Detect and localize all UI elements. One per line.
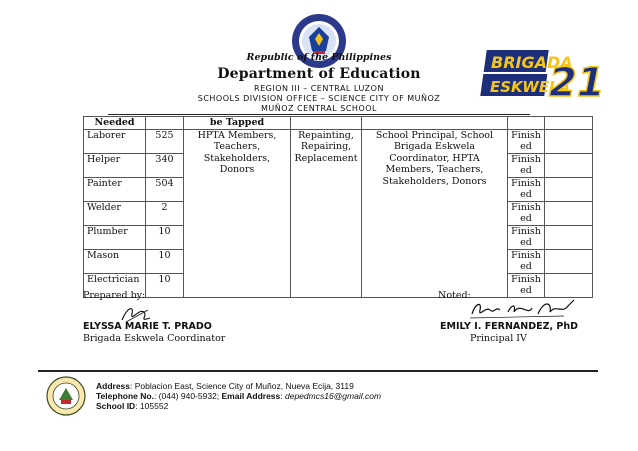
noted-by-name: EMILY I. FERNANDEZ, PhD — [440, 321, 579, 332]
header-cell — [545, 117, 593, 130]
prepared-by-title: Brigada Eskwela Coordinator — [83, 333, 226, 344]
status-cell: Finish ed — [508, 201, 545, 225]
table-header-row — [84, 117, 593, 130]
remarks-cell — [545, 153, 593, 177]
count-cell: 525 — [146, 129, 184, 153]
status-cell: Finish ed — [508, 153, 545, 177]
activities-cell: Repainting, Repairing, Replacement — [291, 129, 362, 297]
remarks-cell — [545, 129, 593, 153]
sources-cell: HPTA Members, Teachers, Stakeholders, Donors — [184, 129, 291, 297]
noted-by-title: Principal IV — [470, 333, 527, 344]
department-name: Department of Education — [217, 66, 421, 82]
footer-rule — [38, 370, 598, 372]
brigada-logo-top: BRIGADA — [491, 53, 573, 72]
status-cell: Finish ed — [508, 225, 545, 249]
role-cell: Electrician — [84, 273, 146, 297]
resource-table — [83, 116, 593, 298]
division-line: SCHOOLS DIVISION OFFICE – SCIENCE CITY OF MUÑOZ — [197, 94, 441, 103]
remarks-cell — [545, 225, 593, 249]
role-cell: Mason — [84, 249, 146, 273]
remarks-cell — [545, 249, 593, 273]
footer-address: Address: Poblacion East, Science City of Muñoz, Nueva Ecija, 3119 — [96, 381, 354, 391]
header-cell — [291, 117, 362, 130]
header-cell — [146, 117, 184, 130]
brigada-logo-year: 21 — [549, 60, 605, 106]
school-seal-logo — [46, 376, 86, 416]
remarks-cell — [545, 273, 593, 297]
status-cell: Finish ed — [508, 249, 545, 273]
header-rule — [108, 114, 530, 115]
header-cell: be Tapped — [184, 117, 291, 130]
noted-signature — [468, 296, 578, 322]
count-cell: 10 — [146, 249, 184, 273]
responsible-cell: School Principal, School Brigada Eskwela Coordinator, HPTA Members, Teachers, Stakeholders, Donors — [362, 129, 508, 297]
header-cell — [508, 117, 545, 130]
status-cell: Finish ed — [508, 177, 545, 201]
count-cell: 10 — [146, 273, 184, 297]
status-cell: Finish ed — [508, 273, 545, 297]
count-cell: 340 — [146, 153, 184, 177]
role-cell: Welder — [84, 201, 146, 225]
status-cell: Finish ed — [508, 129, 545, 153]
role-cell: Helper — [84, 153, 146, 177]
noted-label: Noted: — [438, 290, 471, 301]
prepared-by-name: ELYSSA MARIE T. PRADO — [83, 321, 212, 332]
brigada-logo-text — [480, 50, 604, 106]
region-line: REGION III – CENTRAL LUZON — [254, 84, 384, 93]
remarks-cell — [545, 177, 593, 201]
count-cell: 10 — [146, 225, 184, 249]
header-cell — [362, 117, 508, 130]
table-row — [84, 129, 593, 153]
prepared-by-label: Prepared by: — [83, 290, 146, 301]
footer-email: depedmcs16@gmail.com — [285, 391, 382, 401]
brigada-eskwela-logo — [487, 48, 605, 106]
footer-school-id: School ID: 105552 — [96, 401, 169, 411]
remarks-cell — [545, 201, 593, 225]
footer-contact: Telephone No.: (044) 940-5932; Email Address: depedmcs16@gmail.com — [96, 391, 382, 401]
role-cell: Painter — [84, 177, 146, 201]
count-cell: 2 — [146, 201, 184, 225]
school-line: MUÑOZ CENTRAL SCHOOL — [260, 104, 377, 113]
role-cell: Laborer — [84, 129, 146, 153]
brigada-logo-bottom: ESKWELA — [490, 78, 571, 96]
header-cell: Needed — [84, 117, 146, 130]
role-cell: Plumber — [84, 225, 146, 249]
count-cell: 504 — [146, 177, 184, 201]
republic-line: Republic of the Philippines — [246, 52, 392, 63]
